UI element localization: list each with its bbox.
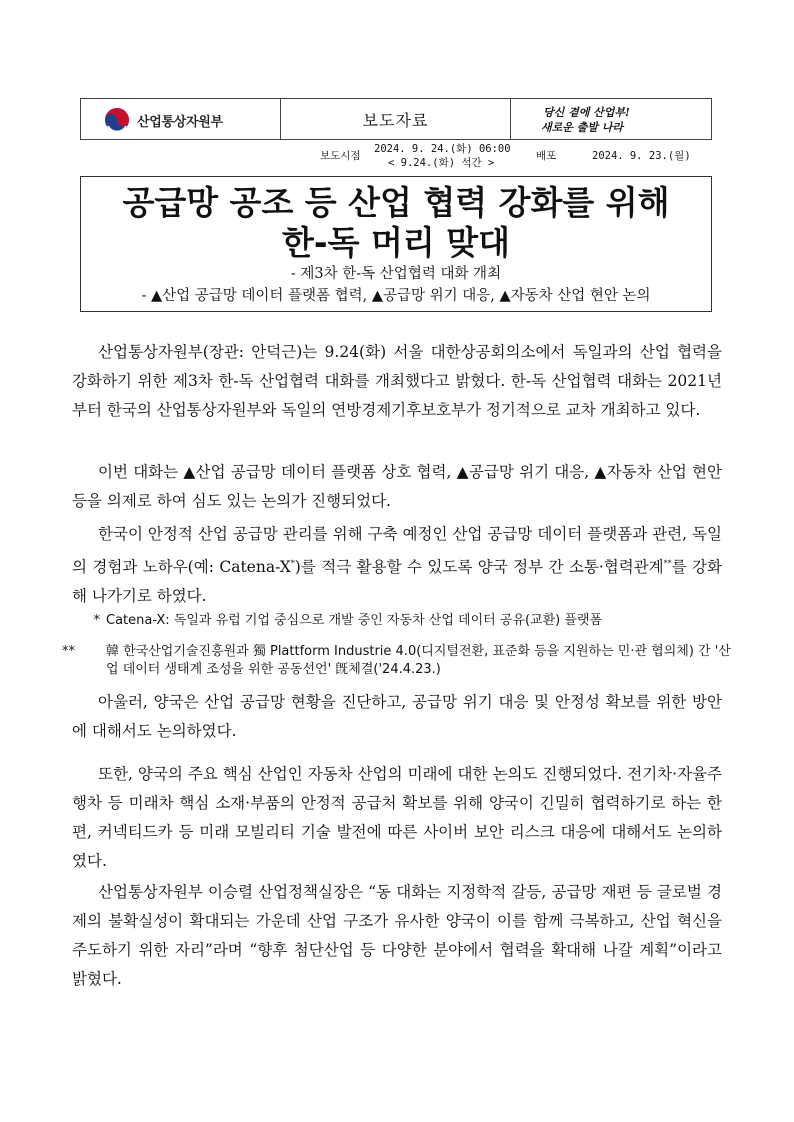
embargo-label: 보도시점 bbox=[320, 150, 361, 162]
paragraph-5: 또한, 양국의 주요 핵심 산업인 자동차 산업의 미래에 대한 논의도 진행되었다. 전기차·자율주행차 등 미래차 핵심 소재·부품의 안정적 공급처 확보를 위해 양국이 긴밀히 협력하기로 하는 한편, 커넥티드카 등 미래 모빌리티 기술 발전에 따른 사이버 보안 리스크 대응에 대해서도 논의하였다. bbox=[72, 765, 722, 870]
subheadline-1: - 제3차 한-독 산업협력 대화 개최 bbox=[290, 266, 502, 282]
footnote-ref-1: * bbox=[290, 559, 295, 568]
headline-line-2: 한-독 머리 맞대 bbox=[282, 223, 510, 262]
embargo-edition: < 9.24.(화) 석간 > bbox=[388, 157, 495, 169]
subheadline-2: - ▲산업 공급망 데이터 플랫폼 협력, ▲공급망 위기 대응, ▲자동차 산업 현안 논의 bbox=[141, 288, 651, 304]
footnote-1-mark: * bbox=[93, 613, 100, 628]
slogan-line-1: 당신 곁에 산업부! bbox=[543, 106, 630, 119]
ministry-logo-cell bbox=[81, 99, 281, 139]
paragraph-3-part-a: 한국이 안정적 산업 공급망 관리를 위해 구축 예정인 산업 공급망 데이터 플랫폼과 관련, 독일의 경험과 노하우(예: Catena-X bbox=[72, 525, 722, 577]
paragraph-2: 이번 대화는 ▲산업 공급망 데이터 플랫폼 상호 협력, ▲공급망 위기 대응, ▲자동차 산업 현안 등을 의제로 하여 심도 있는 논의가 진행되었다. bbox=[72, 463, 722, 510]
distribution-date: 2024. 9. 23.(월) bbox=[592, 150, 691, 162]
headline-line-1: 공급망 공조 등 산업 협력 강화를 위해 bbox=[122, 183, 670, 222]
paragraph-1: 산업통상자원부(장관: 안덕근)는 9.24(화) 서울 대한상공회의소에서 독일과의 산업 협력을 강화하기 위한 제3차 한-독 산업협력 대화를 개최했다고 밝혔다. 한-독 산업협력 대화는 2021년부터 한국의 산업통상자원부와 독일의 연방경제기후보호부가 정기적으로 교차 개최하고 있다. bbox=[72, 343, 722, 419]
document-type: 보도자료 bbox=[281, 99, 511, 139]
footnote-2 bbox=[62, 643, 742, 679]
slogan-line-2: 새로운 출발 나라 bbox=[541, 121, 624, 134]
taegeuk-emblem-icon bbox=[103, 106, 131, 134]
press-header bbox=[80, 98, 712, 140]
footnote-1-text: Catena-X: 독일과 유럽 기업 중심으로 개발 중인 자동차 산업 데이터 공유(교환) 플랫폼 bbox=[106, 613, 603, 628]
footnote-ref-2: ** bbox=[663, 559, 672, 568]
footnote-2-mark: ** bbox=[62, 644, 75, 659]
ministry-name: 산업통상자원부 bbox=[137, 114, 223, 130]
paragraph-6: 산업통상자원부 이승렬 산업정책실장은 “동 대화는 지정학적 갈등, 공급망 재편 등 글로벌 경제의 불확실성이 확대되는 가운데 산업 구조가 유사한 양국이 이를 함께 극복하고, 산업 혁신을 주도하기 위한 자리”라며 “향후 첨단산업 등 다양한 분야에서 협력을 확대해 나갈 계획”이라고 밝혔다. bbox=[72, 883, 722, 988]
paragraph-3-part-b: )를 적극 활용할 수 있도록 양국 정부 간 소통·협력관계 bbox=[294, 558, 664, 577]
ministry-logo bbox=[103, 106, 223, 134]
paragraph-3 bbox=[72, 520, 722, 611]
slogan-calligraphy bbox=[511, 99, 713, 139]
distribution-label: 배포 bbox=[536, 150, 557, 162]
calligraphy-slogan-image bbox=[537, 103, 687, 135]
paragraph-4: 아울러, 양국은 산업 공급망 현황을 진단하고, 공급망 위기 대응 및 안정성 확보를 위한 방안에 대해서도 논의하였다. bbox=[72, 693, 722, 740]
headline-box bbox=[80, 176, 712, 312]
footnote-2-text: 韓 한국산업기술진흥원과 獨 Plattform Industrie 4.0(디지털전환, 표준화 등을 지원하는 민·관 협의체) 간 '산업 데이터 생태계 조성을 위한 공동선언' 旣체결('24.4.23.) bbox=[106, 644, 731, 677]
footnote-1 bbox=[84, 612, 720, 630]
embargo-datetime: 2024. 9. 24.(화) 06:00 bbox=[374, 143, 511, 155]
paragraph-3-part-c: 를 강화해 나가기로 하였다. bbox=[72, 558, 723, 606]
